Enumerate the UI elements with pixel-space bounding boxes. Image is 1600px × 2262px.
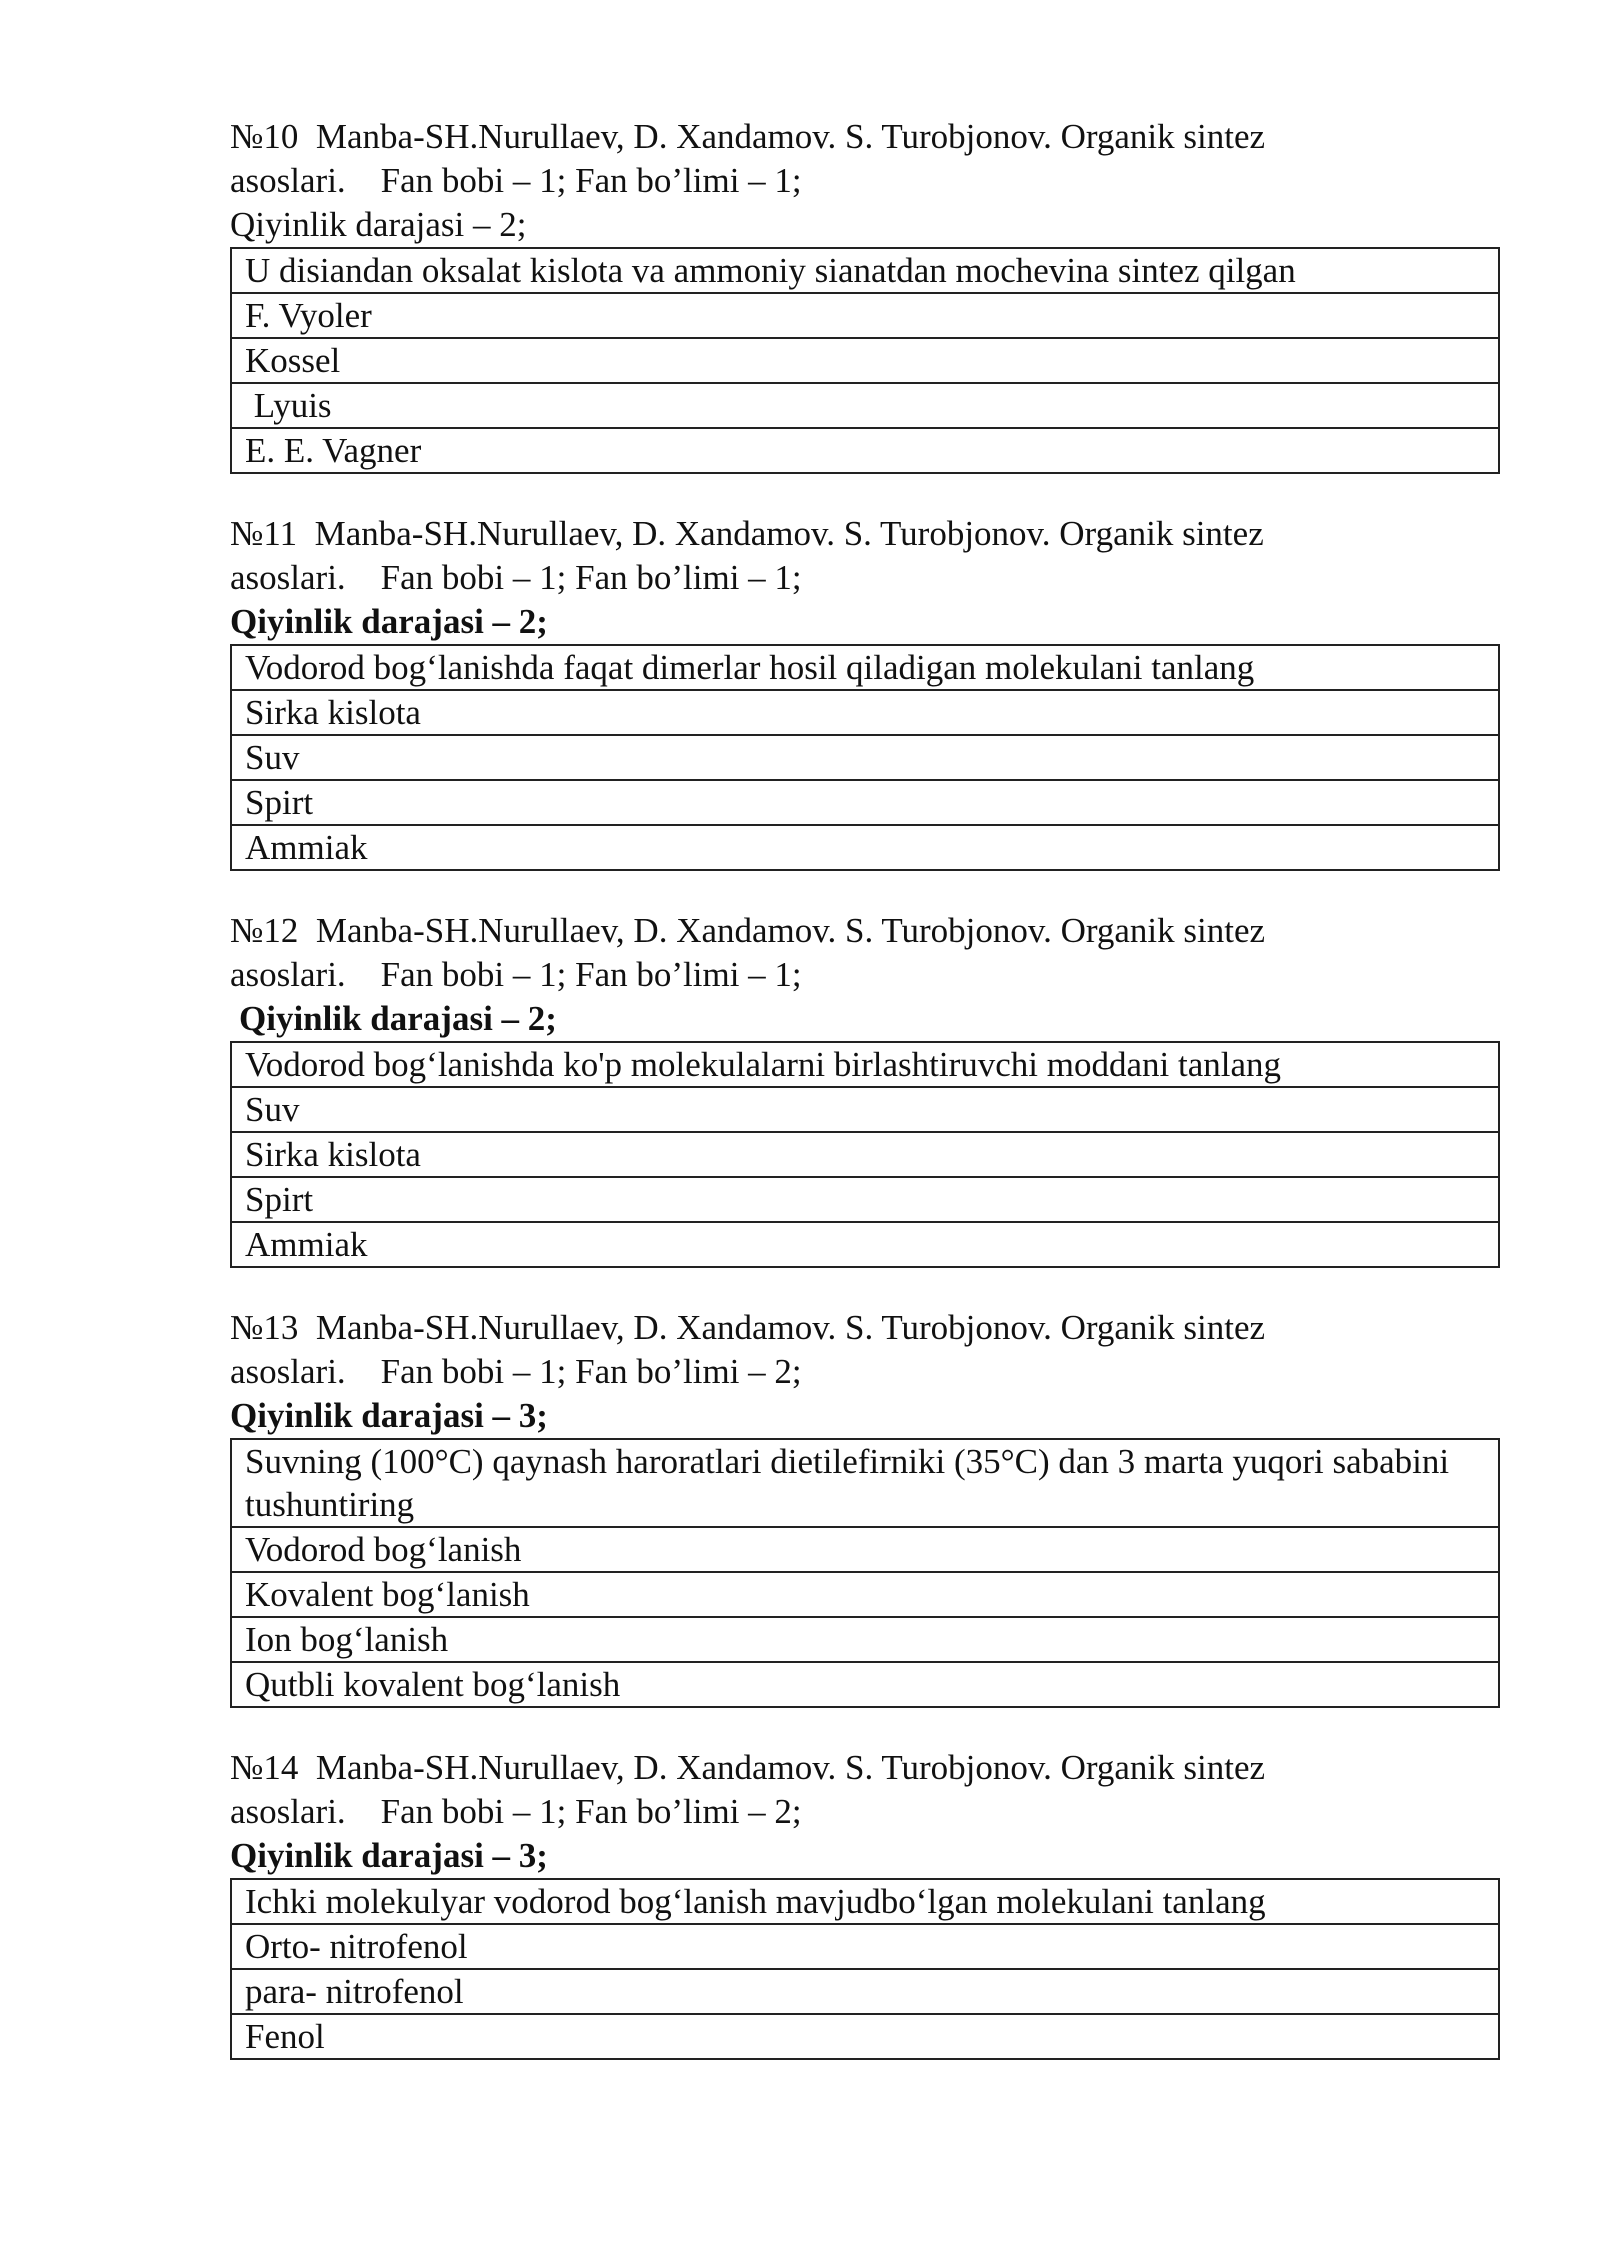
question-section-info: asoslari. Fan bobi – 1; Fan bo’limi – 1; (230, 955, 802, 994)
question-source: Manba-SH.Nurullaev, D. Xandamov. S. Turobjonov. Organik sintez (315, 117, 1266, 156)
question-block (230, 909, 1500, 1268)
question-section-info: asoslari. Fan bobi – 1; Fan bo’limi – 2; (230, 1352, 802, 1391)
answer-option: Lyuis (231, 383, 1499, 428)
question-block (230, 512, 1500, 871)
answer-option: Ion bog‘lanish (231, 1617, 1499, 1662)
question-header (230, 115, 1500, 159)
question-block (230, 1306, 1500, 1708)
question-text: Vodorod bog‘lanishda ko'p molekulalarni birlashtiruvchi moddani tanlang (231, 1042, 1499, 1087)
answer-option: Kovalent bog‘lanish (231, 1572, 1499, 1617)
answer-option: Sirka kislota (231, 690, 1499, 735)
answer-option: Ammiak (231, 1222, 1499, 1267)
question-block (230, 115, 1500, 474)
question-table (230, 1878, 1500, 2060)
answer-option: Kossel (231, 338, 1499, 383)
question-header (230, 1746, 1500, 1790)
answer-option: F. Vyoler (231, 293, 1499, 338)
answer-option: Fenol (231, 2014, 1499, 2059)
answer-option-row (231, 338, 1499, 383)
answer-option-row (231, 735, 1499, 780)
question-number: №11 (230, 514, 298, 553)
answer-option-row (231, 780, 1499, 825)
question-text-row (231, 645, 1499, 690)
answer-option: Orto- nitrofenol (231, 1924, 1499, 1969)
answer-option: Sirka kislota (231, 1132, 1499, 1177)
answer-option-row (231, 1132, 1499, 1177)
answer-option-row (231, 1969, 1499, 2014)
document-page (230, 115, 1500, 2098)
question-section-info: asoslari. Fan bobi – 1; Fan bo’limi – 1; (230, 161, 802, 200)
difficulty-level: Qiyinlik darajasi – 2; (230, 205, 527, 244)
question-table (230, 1438, 1500, 1708)
answer-option: Spirt (231, 1177, 1499, 1222)
answer-option-row (231, 2014, 1499, 2059)
answer-option-row (231, 383, 1499, 428)
question-text-row (231, 1439, 1499, 1527)
answer-option-row (231, 1617, 1499, 1662)
question-text-row (231, 248, 1499, 293)
question-table (230, 644, 1500, 871)
answer-option: Qutbli kovalent bog‘lanish (231, 1662, 1499, 1707)
answer-option-row (231, 1924, 1499, 1969)
question-source: Manba-SH.Nurullaev, D. Xandamov. S. Turobjonov. Organik sintez (315, 1308, 1266, 1347)
answer-option-row (231, 690, 1499, 735)
question-source: Manba-SH.Nurullaev, D. Xandamov. S. Turobjonov. Organik sintez (315, 911, 1266, 950)
question-header (230, 1306, 1500, 1350)
question-text: Suvning (100°C) qaynash haroratlari dietilefirniki (35°C) dan 3 marta yuqori sababini tushuntiring (231, 1439, 1499, 1527)
question-section-info: asoslari. Fan bobi – 1; Fan bo’limi – 1; (230, 558, 802, 597)
answer-option-row (231, 428, 1499, 473)
answer-option-row (231, 1087, 1499, 1132)
answer-option-row (231, 1527, 1499, 1572)
question-header (230, 909, 1500, 953)
answer-option: para- nitrofenol (231, 1969, 1499, 2014)
question-number: №13 (230, 1308, 299, 1347)
answer-option: Spirt (231, 780, 1499, 825)
question-source: Manba-SH.Nurullaev, D. Xandamov. S. Turobjonov. Organik sintez (315, 1748, 1266, 1787)
question-table (230, 1041, 1500, 1268)
answer-option-row (231, 1222, 1499, 1267)
answer-option: E. E. Vagner (231, 428, 1499, 473)
answer-option: Suv (231, 735, 1499, 780)
question-section-info: asoslari. Fan bobi – 1; Fan bo’limi – 2; (230, 1792, 802, 1831)
question-number: №12 (230, 911, 299, 950)
difficulty-level: Qiyinlik darajasi – 2; (230, 602, 548, 641)
question-text: U disiandan oksalat kislota va ammoniy sianatdan mochevina sintez qilgan (231, 248, 1499, 293)
answer-option-row (231, 1572, 1499, 1617)
answer-option-row (231, 293, 1499, 338)
question-text: Ichki molekulyar vodorod bog‘lanish mavjudbo‘lgan molekulani tanlang (231, 1879, 1499, 1924)
question-block (230, 1746, 1500, 2060)
question-text: Vodorod bog‘lanishda faqat dimerlar hosil qiladigan molekulani tanlang (231, 645, 1499, 690)
answer-option: Suv (231, 1087, 1499, 1132)
answer-option-row (231, 1177, 1499, 1222)
question-source: Manba-SH.Nurullaev, D. Xandamov. S. Turobjonov. Organik sintez (314, 514, 1264, 553)
question-number: №10 (230, 117, 299, 156)
answer-option-row (231, 1662, 1499, 1707)
answer-option: Ammiak (231, 825, 1499, 870)
difficulty-level: Qiyinlik darajasi – 2; (239, 999, 557, 1038)
difficulty-level: Qiyinlik darajasi – 3; (230, 1396, 548, 1435)
answer-option-row (231, 825, 1499, 870)
question-number: №14 (230, 1748, 299, 1787)
answer-option: Vodorod bog‘lanish (231, 1527, 1499, 1572)
question-header (230, 512, 1500, 556)
question-text-row (231, 1879, 1499, 1924)
question-text-row (231, 1042, 1499, 1087)
question-table (230, 247, 1500, 474)
difficulty-level: Qiyinlik darajasi – 3; (230, 1836, 548, 1875)
